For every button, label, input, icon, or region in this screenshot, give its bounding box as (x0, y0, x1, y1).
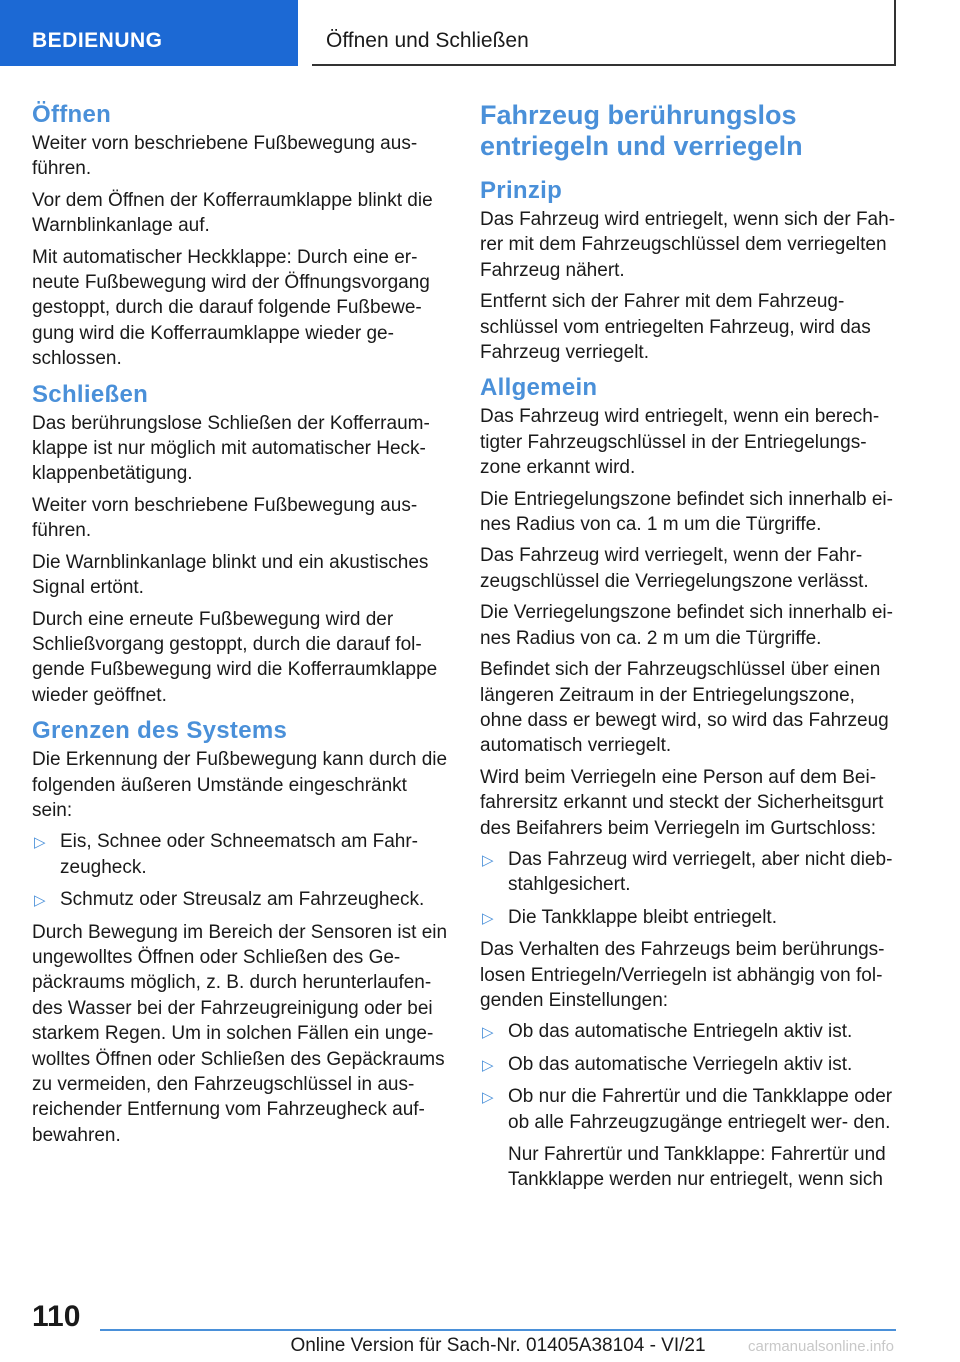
footer-divider (100, 1329, 896, 1331)
paragraph: Wird beim Verriegeln eine Person auf dem Bei‐ fahrersitz erkannt und steckt der Sicherheitsgurt des Beifahrers beim Verriegeln im Gurtschloss: (480, 766, 884, 839)
paragraph: Befindet sich der Fahrzeugschlüssel über einen längeren Zeitraum in der Entriegelungszone, ohne dass er bewegt wird, so wird das Fahrzeug automatisch verriegelt. (480, 659, 889, 757)
triangle-right-icon: ▷ (482, 1024, 494, 1042)
heading-schliessen: Schließen (32, 380, 149, 408)
paragraph: Durch Bewegung im Bereich der Sensoren ist ein ungewolltes Öffnen oder Schließen des Ge‐ päckraums möglich, z. B. durch herunterlaufen‐ des Wasser bei der Fahrzeugreinigung oder bei starkem Regen. Um in solchen Fällen ein unge‐ wolltes Öffnen oder Schließen des Gepäckraums zu vermeiden, den Fahrzeugschlüssel in aus‐ reichender Entfernung vom Fahrzeugheck auf‐ bewahren. (32, 921, 448, 1146)
bullet-list (480, 1019, 900, 1135)
paragraph: Die Entriegelungszone befindet sich innerhalb ei‐ nes Radius von ca. 1 m um die Türgriffe. (480, 488, 893, 536)
list-item: ▷ Ob das automatische Verriegeln aktiv ist. (480, 1052, 900, 1077)
triangle-right-icon: ▷ (34, 834, 46, 852)
paragraph: Vor dem Öffnen der Kofferraumklappe blinkt die Warnblinkanlage auf. (32, 189, 433, 237)
triangle-right-icon: ▷ (482, 851, 494, 869)
section-tab: BEDIENUNG (0, 0, 298, 66)
heading-allgemein: Allgemein (480, 374, 598, 402)
paragraph: Das Fahrzeug wird entriegelt, wenn sich der Fah‐ rer mit dem Fahrzeugschlüssel dem verriegelten Fahrzeug nähert. (480, 209, 896, 281)
paragraph: Das Fahrzeug wird verriegelt, wenn der Fahr‐ zeugschlüssel die Verriegelungszone verlässt. (480, 545, 869, 592)
paragraph: Durch eine erneute Fußbewegung wird der Schließvorgang gestoppt, durch die darauf fol‐ gende Fußbewegung wird die Kofferraumklappe wieder geöffnet. (32, 608, 438, 706)
heading-prinzip: Prinzip (480, 177, 563, 204)
list-item: ▷ Ob nur die Fahrertür und die Tankklappe oder ob alle Fahrzeugzugänge entriegelt wer‐ den. (482, 1086, 893, 1133)
page-header (0, 0, 960, 66)
list-item: ▷ Schmutz oder Streusalz am Fahrzeugheck. (32, 887, 450, 912)
bullet-list (480, 847, 900, 930)
heading-grenzen: Grenzen des Systems (32, 717, 288, 745)
footer-version-text: Online Version für Sach-Nr. 01405A38104 - VI/21 (290, 1335, 706, 1356)
right-column (480, 100, 900, 1199)
paragraph: Das Verhalten des Fahrzeugs beim berührungs‐ losen Entriegeln/Verriegeln ist abhängig von fol‐ genden Einstellungen: (480, 939, 885, 1011)
watermark: carmanualsonline.info (748, 1338, 894, 1355)
chapter-title: Öffnen und Schließen (312, 0, 896, 66)
paragraph: Die Verriegelungszone befindet sich innerhalb ei‐ nes Radius von ca. 2 m um die Türgriffe. (480, 602, 893, 649)
paragraph: Weiter vorn beschriebene Fußbewegung aus‐ führen. (32, 133, 418, 180)
paragraph: Das berührungslose Schließen der Kofferraum‐ klappe ist nur möglich mit automatischer Heck‐ klappenbetätigung. (32, 412, 430, 485)
list-item: ▷ Die Tankklappe bleibt entriegelt. (480, 905, 900, 930)
sub-paragraph: Nur Fahrertür und Tankklappe: Fahrertür und Tankklappe werden nur entriegelt, wenn sich (508, 1144, 886, 1191)
paragraph: Entfernt sich der Fahrer mit dem Fahrzeug‐ schlüssel vom entriegelten Fahrzeug, wird das Fahrzeug verriegelt. (480, 291, 871, 364)
paragraph: Die Erkennung der Fußbewegung kann durch die folgenden äußeren Umstände eingeschränkt sein: (32, 749, 448, 821)
heading-oeffnen: Öffnen (32, 101, 112, 128)
triangle-right-icon: ▷ (482, 909, 494, 927)
left-column (32, 100, 450, 1154)
list-item: ▷ Ob das automatische Entriegeln aktiv ist. (480, 1019, 900, 1044)
list-item: ▷ Das Fahrzeug wird verriegelt, aber nicht dieb‐ stahlgesichert. (482, 848, 893, 896)
paragraph: Die Warnblinkanlage blinkt und ein akustisches Signal ertönt. (32, 551, 429, 599)
triangle-right-icon: ▷ (34, 892, 46, 910)
triangle-right-icon: ▷ (482, 1089, 494, 1107)
paragraph: Weiter vorn beschriebene Fußbewegung aus‐ führen. (32, 494, 418, 542)
page-number: 110 (32, 1300, 81, 1333)
bullet-list (32, 829, 450, 912)
paragraph: Das Fahrzeug wird entriegelt, wenn ein berech‐ tigter Fahrzeugschlüssel in der Entriegelungs‐ zone erkannt wird. (480, 406, 880, 479)
list-item: ▷ Eis, Schnee oder Schneematsch am Fahr‐ zeugheck. (34, 831, 419, 878)
triangle-right-icon: ▷ (482, 1056, 494, 1074)
section-title: Fahrzeug berührungslos entriegeln und verriegeln (480, 100, 803, 161)
paragraph: Mit automatischer Heckklappe: Durch eine er‐ neute Fußbewegung wird der Öffnungsvorgang gestoppt, durch die darauf folgende Fußbewe‐ gung wird die Kofferraumklappe wieder ge‐ schlossen. (32, 246, 430, 370)
